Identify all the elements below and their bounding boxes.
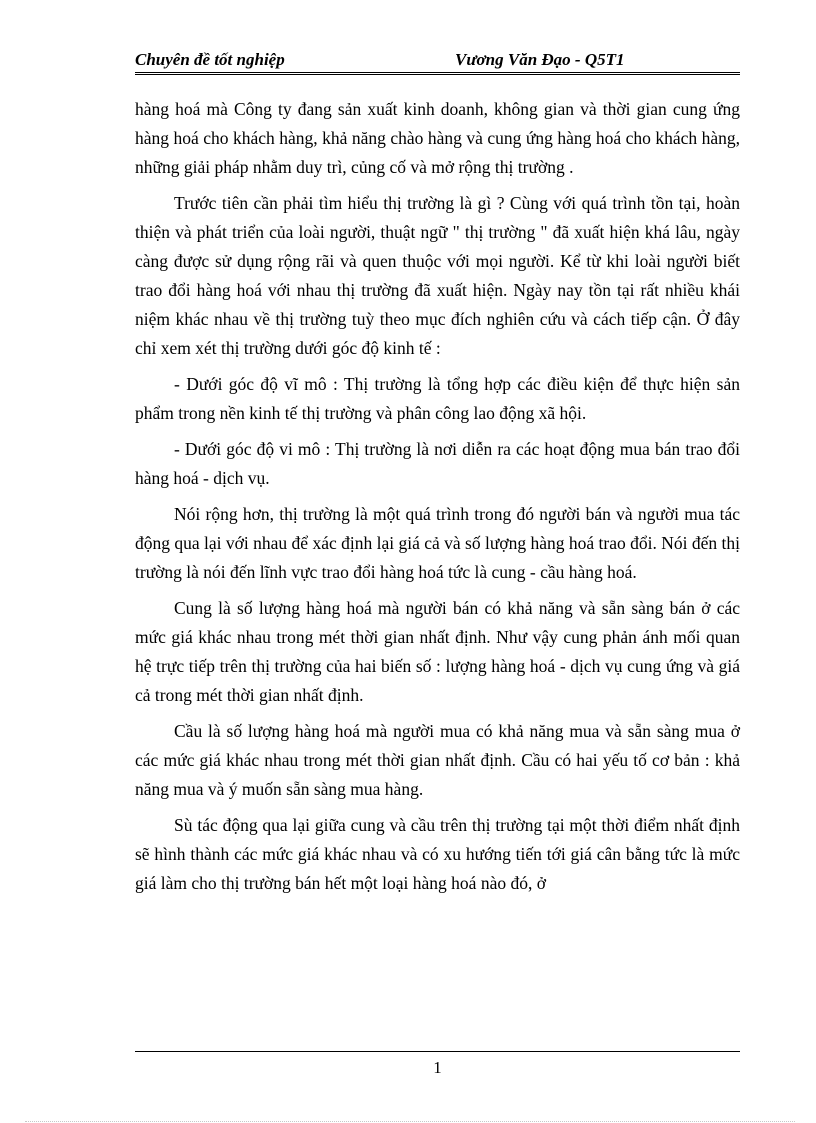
- footer-divider: [135, 1051, 740, 1052]
- paragraph: Sù tác động qua lại giữa cung và cầu trên thị trường tại một thời điểm nhất định sẽ hình thành các mức giá khác nhau và có xu hướng tiến tới giá cân bằng tức là mức giá làm cho thị trường bán hết một loại hàng hoá nào đó, ở: [135, 815, 740, 893]
- paragraph: Cầu là số lượng hàng hoá mà người mua có khả năng mua và sẵn sàng mua ở các mức giá khác nhau trong mét thời gian nhất định. Cầu có hai yếu tố cơ bản : khả năng mua và ý muốn sẵn sàng mua hàng.: [135, 721, 740, 799]
- page-number: 1: [433, 1058, 442, 1077]
- header-author: Vương Văn Đạo - Q5T1: [455, 50, 625, 69]
- page-header: [135, 48, 740, 75]
- paragraph: - Dưới góc độ vĩ mô : Thị trường là tổng hợp các điều kiện để thực hiện sản phẩm trong nền kinh tế thị trường và phân công lao động xã hội.: [135, 374, 740, 423]
- body-text: [135, 95, 740, 905]
- page-bottom-border: [25, 1121, 795, 1122]
- paragraph: Cung là số lượng hàng hoá mà người bán có khả năng và sẵn sàng bán ở các mức giá khác nhau trong mét thời gian nhất định. Như vậy cung phản ánh mối quan hệ trực tiếp trên thị trường của hai biến số : lượng hàng hoá - dịch vụ cung ứng và giá cả trong mét thời gian nhất định.: [135, 598, 740, 705]
- header-document-type: Chuyên đề tốt nghiệp: [135, 50, 285, 69]
- paragraph: - Dưới góc độ vi mô : Thị trường là nơi diễn ra các hoạt động mua bán trao đổi hàng hoá - dịch vụ.: [135, 439, 740, 488]
- paragraph: Nói rộng hơn, thị trường là một quá trình trong đó người bán và người mua tác động qua lại với nhau để xác định lại giá cả và số lượng hàng hoá trao đổi. Nói đến thị trường là nói đến lĩnh vực trao đổi hàng hoá tức là cung - cầu hàng hoá.: [135, 504, 740, 582]
- paragraph: hàng hoá mà Công ty đang sản xuất kinh doanh, không gian và thời gian cung ứng hàng hoá cho khách hàng, khả năng chào hàng và cung ứng hàng hoá cho khách hàng, những giải pháp nhằm duy trì, củng cố và mở rộng thị trường .: [135, 99, 740, 177]
- paragraph: Trước tiên cần phải tìm hiểu thị trường là gì ? Cùng với quá trình tồn tại, hoàn thiện và phát triển của loài người, thuật ngữ " thị trường " đã xuất hiện khá lâu, ngày càng được sử dụng rộng rãi và quen thuộc với mọi người. Kể từ khi loài người biết trao đổi hàng hoá với nhau thị trường đã xuất hiện. Ngày nay tồn tại rất nhiều khái niệm khác nhau về thị trường tuỳ theo mục đích nghiên cứu và cách tiếp cận. Ở đây chỉ xem xét thị trường dưới góc độ kinh tế :: [135, 193, 740, 358]
